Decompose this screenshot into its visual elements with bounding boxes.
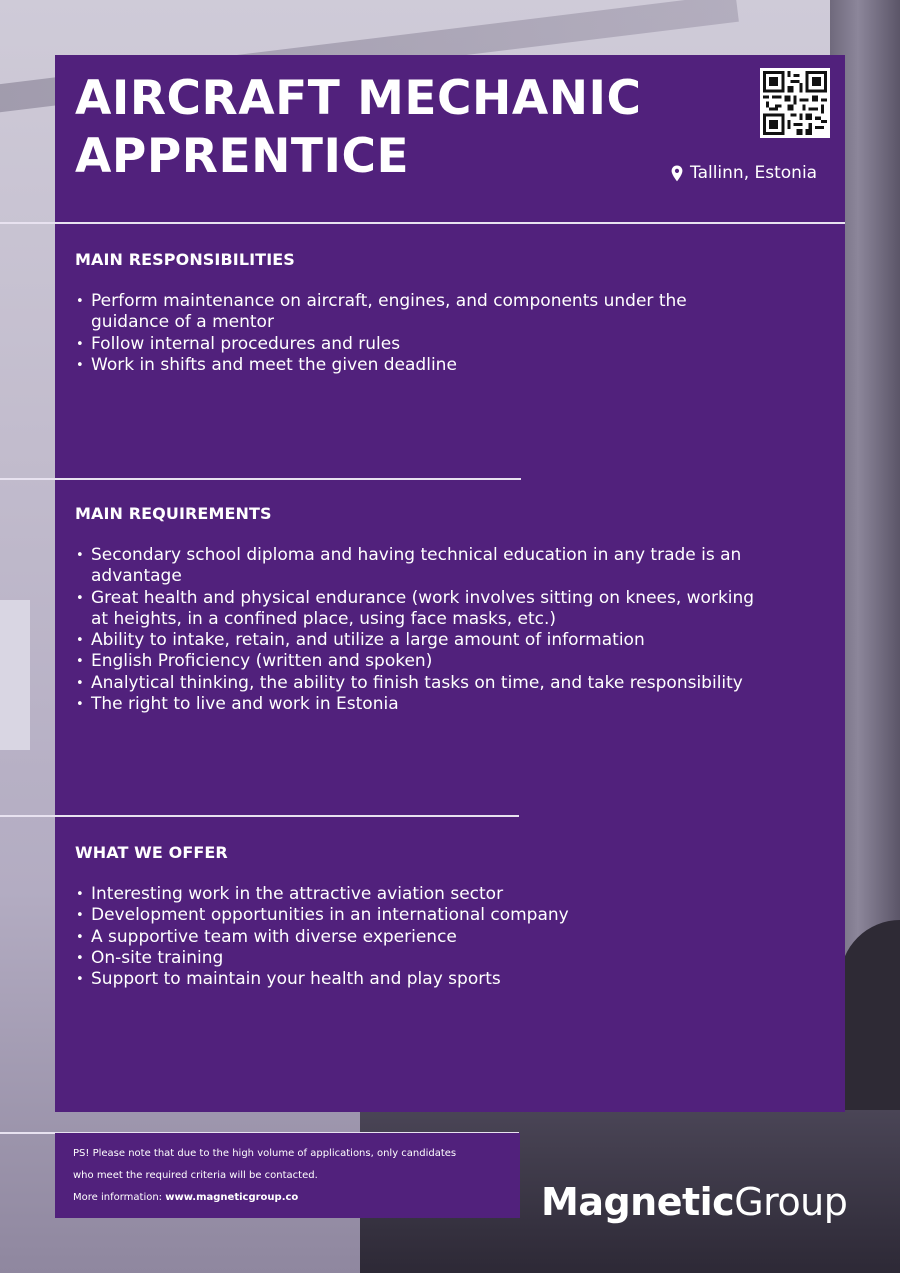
website-link[interactable]: www.magneticgroup.co [165, 1192, 299, 1203]
page-title [75, 70, 642, 186]
qr-code-icon [763, 71, 827, 135]
list-item: • Development opportunities in an international company [75, 905, 795, 926]
list-item: • Work in shifts and meet the given deadline [75, 355, 765, 376]
logo-bold-text: Magnetic [541, 1180, 735, 1224]
list-item: • Analytical thinking, the ability to finish tasks on time, and take responsibility [75, 673, 765, 694]
list-item: • Ability to intake, retain, and utilize a large amount of information [75, 630, 765, 651]
requirements-list [75, 545, 765, 715]
title-line-1: AIRCRAFT MECHANIC [75, 71, 642, 126]
footer-note-line-1: PS! Please note that due to the high volume of applications, only candidates [73, 1148, 457, 1159]
list-item: • Perform maintenance on aircraft, engines, and components under the guidance of a mentor [75, 291, 765, 334]
logo-regular-text: Group [734, 1180, 848, 1224]
footer-note [73, 1143, 513, 1209]
location-text: Tallinn, Estonia [690, 163, 818, 183]
footer-more-info [73, 1187, 513, 1209]
list-item: • Secondary school diploma and having technical education in any trade is an advantage [75, 545, 765, 588]
list-item: • The right to live and work in Estonia [75, 694, 765, 715]
section-divider [0, 222, 845, 224]
list-item: • Follow internal procedures and rules [75, 334, 765, 355]
offer-list [75, 884, 795, 990]
list-item: • English Proficiency (written and spoken) [75, 651, 765, 672]
hangar-window [0, 600, 30, 750]
more-info-label: More information: [73, 1192, 166, 1203]
company-logo [541, 1180, 847, 1224]
section-heading-requirements: MAIN REQUIREMENTS [75, 504, 272, 523]
list-item: • Support to maintain your health and play sports [75, 969, 795, 990]
list-item: • On-site training [75, 948, 795, 969]
responsibilities-list [75, 291, 765, 376]
section-divider [0, 815, 519, 817]
location [671, 163, 817, 183]
qr-code[interactable] [760, 68, 830, 138]
section-heading-responsibilities: MAIN RESPONSIBILITIES [75, 250, 295, 269]
section-divider [0, 478, 521, 480]
list-item: • A supportive team with diverse experience [75, 927, 795, 948]
footer-note-line-2: who meet the required criteria will be contacted. [73, 1170, 318, 1181]
title-line-2: APPRENTICE [75, 129, 410, 184]
section-heading-offer: WHAT WE OFFER [75, 843, 228, 862]
list-item: • Interesting work in the attractive aviation sector [75, 884, 795, 905]
list-item: • Great health and physical endurance (work involves sitting on knees, working at heights, in a confined place, using face masks, etc.) [75, 588, 765, 631]
map-pin-icon [671, 165, 683, 182]
